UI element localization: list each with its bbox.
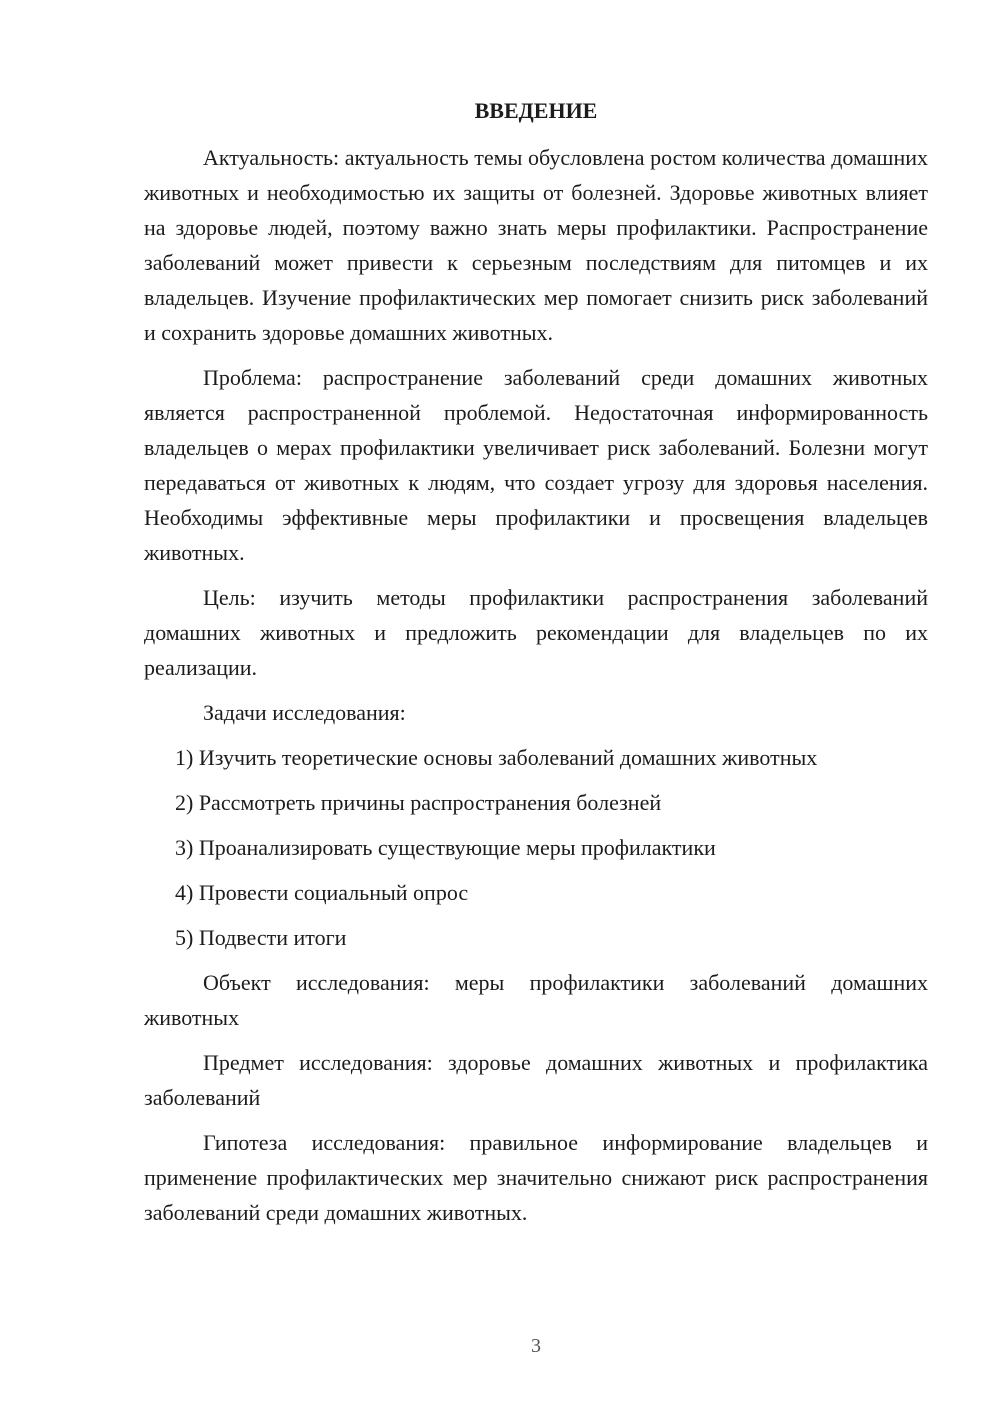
paragraph-hypothesis: Гипотеза исследования: правильное информирование владельцев и применение профилактических мер значительно снижают риск распространения заболеваний среди домашних животных. xyxy=(144,1130,928,1225)
tasks-heading: Задачи исследования: xyxy=(203,700,406,725)
list-item: 1) Изучить теоретические основы заболеваний домашних животных xyxy=(175,745,818,770)
paragraph-subject: Предмет исследования: здоровье домашних животных и профилактика заболеваний xyxy=(144,1050,928,1110)
document-body xyxy=(144,93,928,1240)
paragraph-object: Объект исследования: меры профилактики заболеваний домашних животных xyxy=(144,970,928,1030)
paragraph-problem: Проблема: распространение заболеваний среди домашних животных является распространенной проблемой. Недостаточная информированность владельцев о мерах профилактики увеличивает риск заболеваний. Болезни могут передаваться от животных к людям, что создает угрозу для здоровья населения. Необходимы эффективные меры профилактики и просвещения владельцев животных. xyxy=(144,365,928,565)
page-number: 3 xyxy=(531,1335,541,1357)
paragraph-relevance: Актуальность: актуальность темы обусловлена ростом количества домашних животных и необходимостью их защиты от болезней. Здоровье животных влияет на здоровье людей, поэтому важно знать меры профилактики. Распространение заболеваний может привести к серьезным последствиям для питомцев и их владельцев. Изучение профилактических мер помогает снизить риск заболеваний и сохранить здоровье домашних животных. xyxy=(144,145,928,345)
tasks-list xyxy=(144,740,928,955)
list-item: 3) Проанализировать существующие меры профилактики xyxy=(175,835,716,860)
list-item: 5) Подвести итоги xyxy=(175,925,347,950)
paragraph-goal: Цель: изучить методы профилактики распространения заболеваний домашних животных и предложить рекомендации для владельцев по их реализации. xyxy=(144,585,928,680)
section-title: ВВЕДЕНИЕ xyxy=(474,98,598,123)
list-item: 2) Рассмотреть причины распространения болезней xyxy=(175,790,662,815)
list-item: 4) Провести социальный опрос xyxy=(175,880,469,905)
